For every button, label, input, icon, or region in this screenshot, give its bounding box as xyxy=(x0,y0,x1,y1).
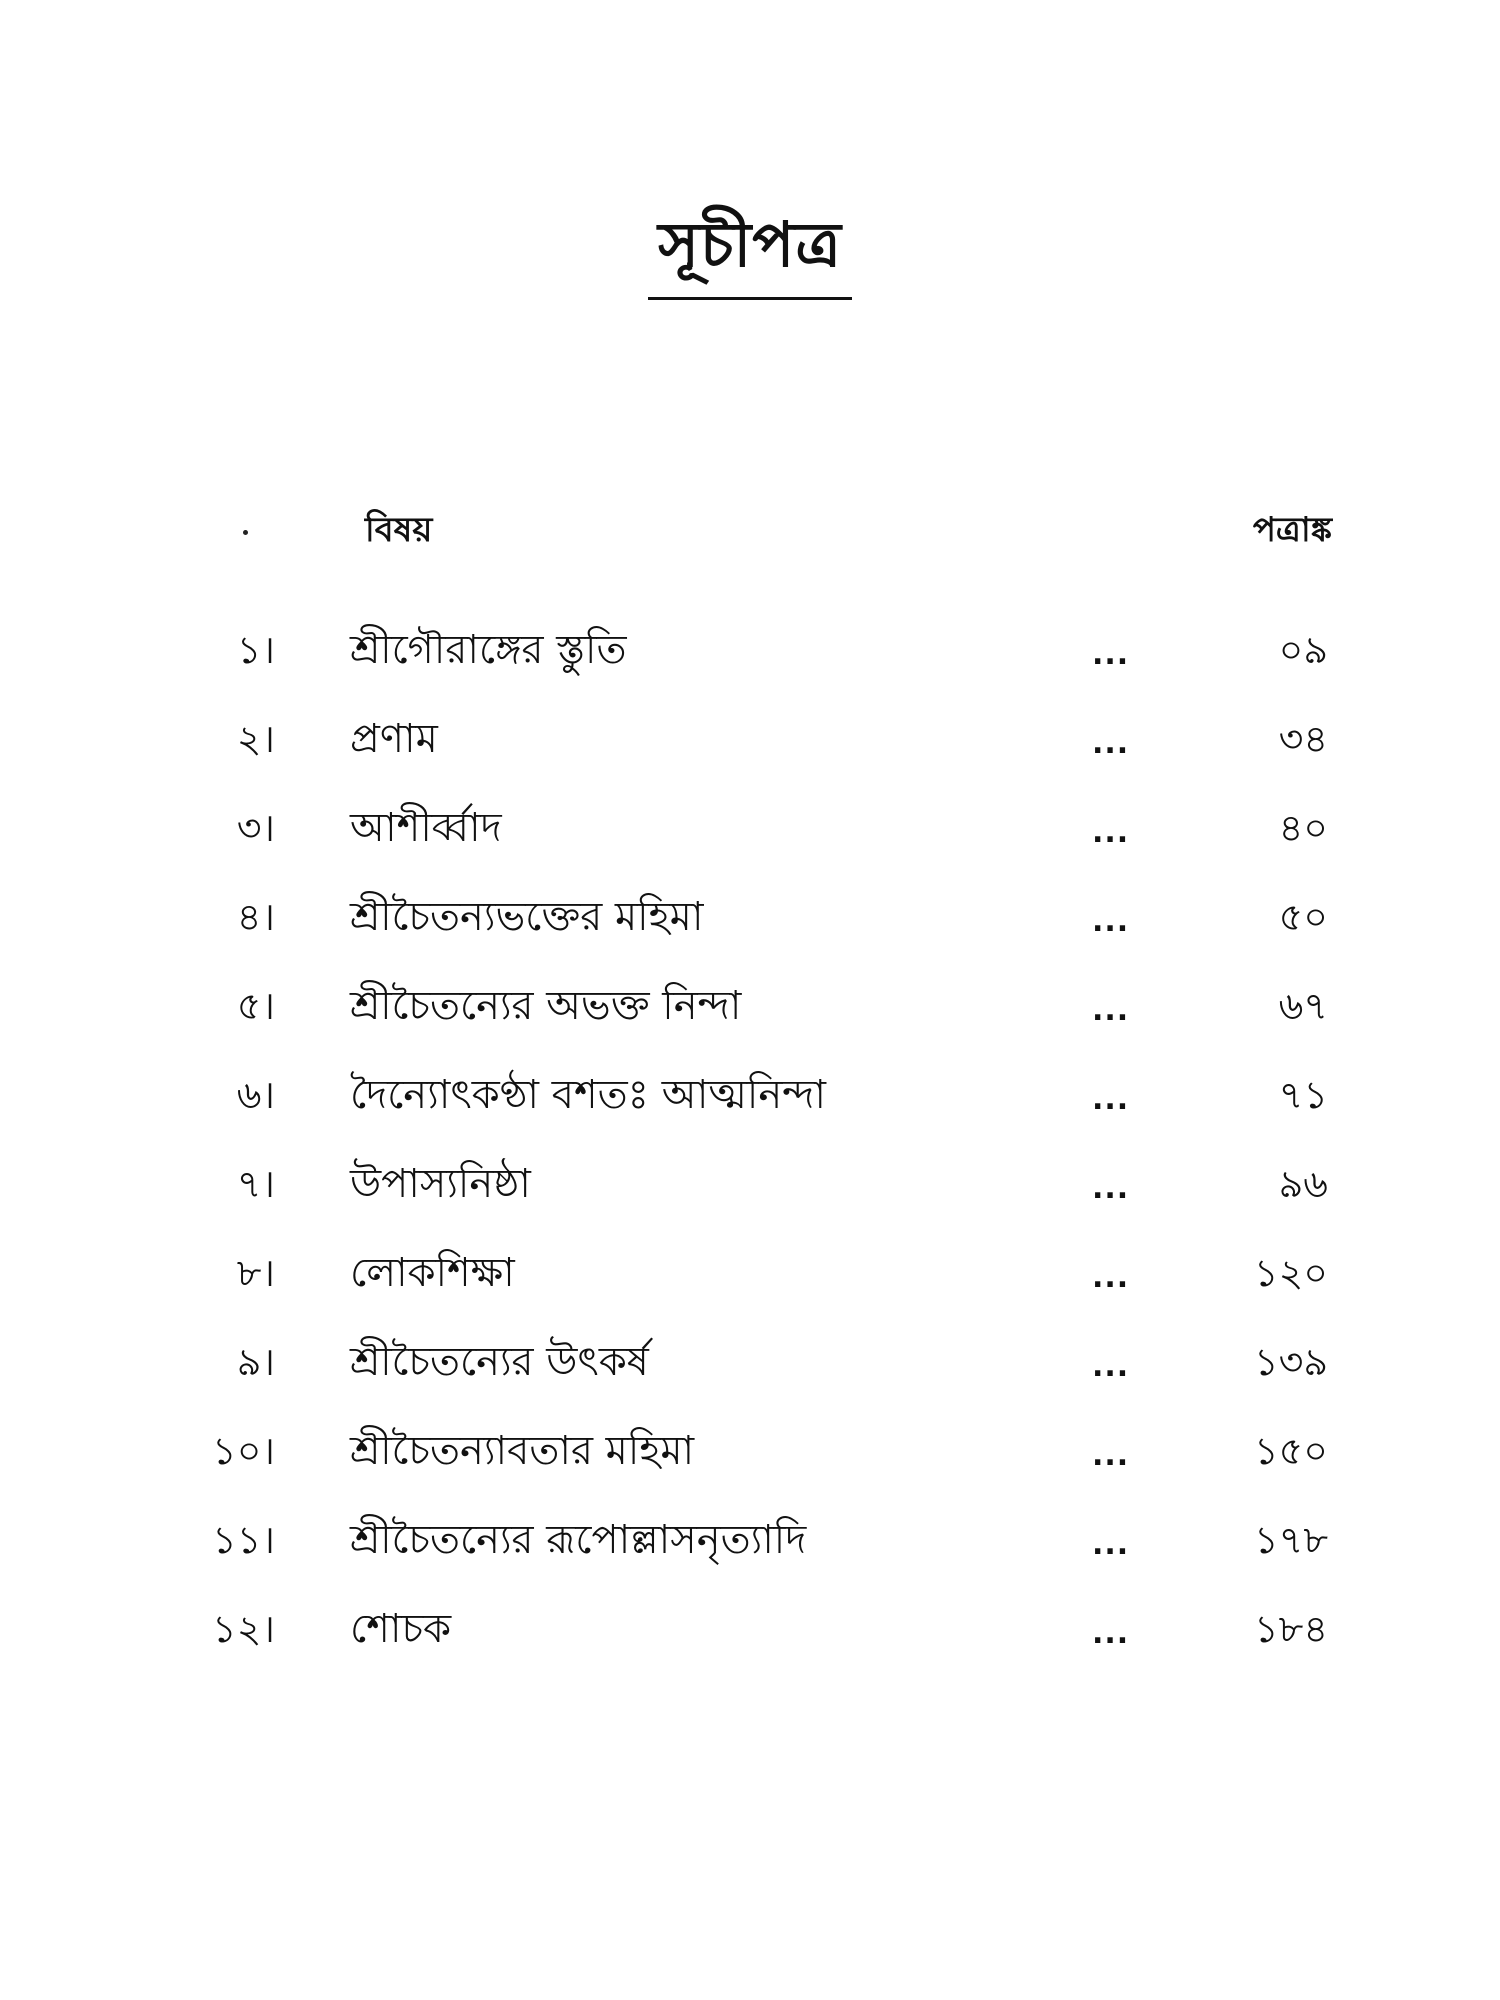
entry-topic: শ্রীচৈতন্যের রূপোল্লাসনৃত্যাদি xyxy=(350,1517,807,1563)
entry-leader-dots: ... xyxy=(1092,1082,1130,1117)
entry-topic: লোকশিক্ষা xyxy=(350,1250,515,1296)
toc-entry xyxy=(0,1238,1500,1308)
entry-number: ৬। xyxy=(236,1073,275,1117)
column-header-page: পত্রাঙ্ক xyxy=(1252,510,1332,550)
toc-entry xyxy=(0,1149,1500,1219)
entry-leader-dots: ... xyxy=(1092,637,1130,672)
entry-topic: শ্রীচৈতন্যের অভক্ত নিন্দা xyxy=(350,983,742,1029)
toc-entry xyxy=(0,704,1500,774)
entry-leader-dots: ... xyxy=(1092,993,1130,1028)
entry-number: ১২। xyxy=(212,1607,275,1651)
entry-leader-dots: ... xyxy=(1092,1616,1130,1651)
entry-page-number: ১৭৮ xyxy=(1253,1518,1328,1562)
entry-page-number: ৪০ xyxy=(1278,806,1328,850)
toc-entry xyxy=(0,615,1500,685)
toc-entry xyxy=(0,1060,1500,1130)
entry-leader-dots: ... xyxy=(1092,1527,1130,1562)
entry-number: ৭। xyxy=(236,1162,275,1206)
entry-topic: শ্রীচৈতন্যভক্তের মহিমা xyxy=(350,894,704,940)
toc-entry xyxy=(0,1327,1500,1397)
entry-page-number: ৩৪ xyxy=(1278,717,1328,761)
entry-number: ১১। xyxy=(212,1518,275,1562)
toc-entry xyxy=(0,1505,1500,1575)
entry-leader-dots: ... xyxy=(1092,1438,1130,1473)
entry-number: ১। xyxy=(236,628,275,672)
entry-leader-dots: ... xyxy=(1092,815,1130,850)
entry-number: ৯। xyxy=(236,1340,275,1384)
title-container xyxy=(0,205,1500,300)
entry-page-number: ৭১ xyxy=(1278,1073,1328,1117)
toc-entry xyxy=(0,971,1500,1041)
stray-dot-mark xyxy=(243,530,248,535)
toc-entry xyxy=(0,793,1500,863)
entry-topic: শ্রীচৈতন্যের উৎকর্ষ xyxy=(350,1339,649,1385)
entry-number: ৮। xyxy=(236,1251,275,1295)
toc-entry xyxy=(0,882,1500,952)
entry-leader-dots: ... xyxy=(1092,904,1130,939)
entry-topic: আশীর্ব্বাদ xyxy=(350,805,502,851)
entry-page-number: ১৮৪ xyxy=(1254,1607,1328,1651)
entry-number: ১০। xyxy=(212,1429,275,1473)
toc-entry xyxy=(0,1594,1500,1664)
entry-leader-dots: ... xyxy=(1092,726,1130,761)
entry-topic: শোচক xyxy=(350,1606,452,1652)
entry-leader-dots: ... xyxy=(1092,1260,1130,1295)
entry-number: ৪। xyxy=(236,895,275,939)
entry-topic: শ্রীচৈতন্যাবতার মহিমা xyxy=(350,1428,695,1474)
entry-leader-dots: ... xyxy=(1092,1171,1130,1206)
entry-page-number: ১৩৯ xyxy=(1253,1340,1328,1384)
entry-topic: প্রণাম xyxy=(350,716,438,762)
entry-page-number: ৫০ xyxy=(1278,895,1328,939)
entry-topic: দৈন্যোৎকণ্ঠা বশতঃ আত্মনিন্দা xyxy=(350,1072,826,1118)
entry-leader-dots: ... xyxy=(1092,1349,1130,1384)
entry-page-number: ১২০ xyxy=(1253,1251,1328,1295)
column-header-subject: বিষয় xyxy=(365,510,433,550)
entry-topic: শ্রীগৌরাঙ্গের স্তুতি xyxy=(350,627,627,673)
entry-number: ২। xyxy=(236,717,275,761)
entry-number: ৩। xyxy=(236,806,275,850)
toc-entry xyxy=(0,1416,1500,1486)
page-title: সূচীপত্র xyxy=(648,205,852,300)
entry-page-number: ০৯ xyxy=(1278,628,1328,672)
entry-page-number: ১৫০ xyxy=(1253,1429,1328,1473)
entry-page-number: ৬৭ xyxy=(1278,984,1328,1028)
entry-page-number: ৯৬ xyxy=(1278,1162,1328,1206)
entry-topic: উপাস্যনিষ্ঠা xyxy=(350,1161,531,1207)
entry-number: ৫। xyxy=(236,984,275,1028)
